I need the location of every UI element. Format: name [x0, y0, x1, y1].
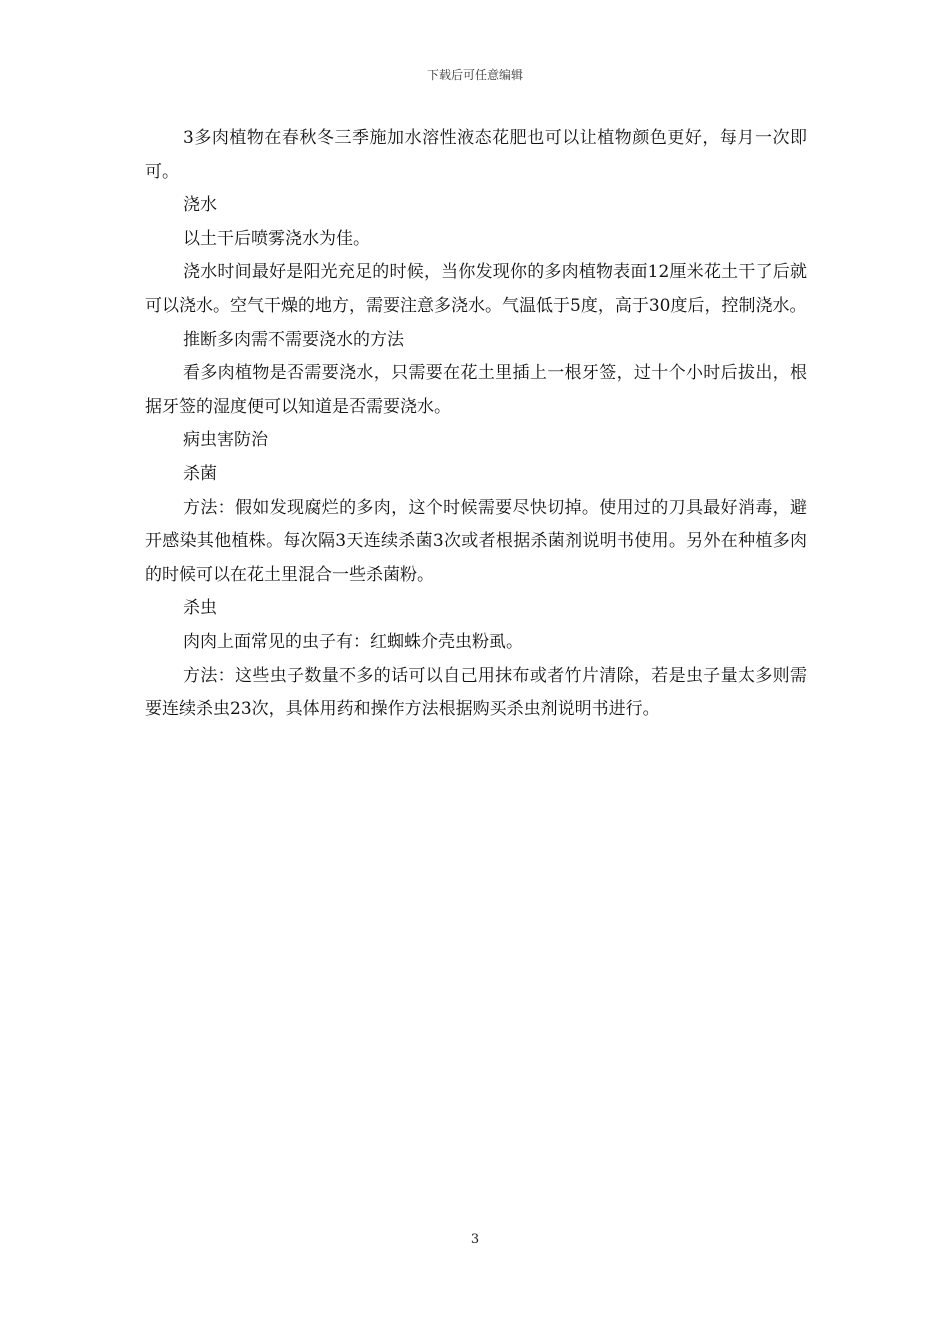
page-number: 3: [470, 1232, 480, 1247]
heading-judge-watering: 推断多肉需不需要浇水的方法: [183, 329, 404, 350]
heading-insecticide: 杀虫: [183, 598, 217, 619]
paragraph-common-pests: 肉肉上面常见的虫子有：红蜘蛛介壳虫粉虱。: [183, 631, 523, 652]
paragraph-insecticide-method: 方法：这些虫子数量不多的话可以自己用抹布或者竹片清除，若是虫子量太多则需要连续杀虫23次，具体用药和操作方法根据购买杀虫剂说明书进行。: [145, 665, 807, 720]
document-body: [145, 122, 807, 727]
heading-watering: 浇水: [183, 195, 217, 216]
page-header: 下载后可任意编辑: [426, 68, 523, 82]
paragraph-sterilize-method: 方法：假如发现腐烂的多肉，这个时候需要尽快切掉。使用过的刀具最好消毒，避开感染其他植株。每次隔3天连续杀菌3次或者根据杀菌剂说明书使用。另外在种植多肉的时候可以在花土里混合一些杀菌粉。: [145, 497, 807, 585]
paragraph-toothpick-method: 看多肉植物是否需要浇水，只需要在花土里插上一根牙签，过十个小时后拔出，根据牙签的湿度便可以知道是否需要浇水。: [145, 363, 807, 417]
paragraph-fertilizer: 3多肉植物在春秋冬三季施加水溶性液态花肥也可以让植物颜色更好，每月一次即可。: [145, 128, 807, 182]
paragraph-watering-time: 浇水时间最好是阳光充足的时候，当你发现你的多肉植物表面12厘米花土干了后就可以浇水。空气干燥的地方，需要注意多浇水。气温低于5度，高于30度后，控制浇水。: [145, 262, 807, 316]
heading-sterilize: 杀菌: [183, 463, 217, 484]
paragraph-watering-tip: 以土干后喷雾浇水为佳。: [183, 228, 370, 249]
heading-pest-control: 病虫害防治: [183, 430, 268, 451]
